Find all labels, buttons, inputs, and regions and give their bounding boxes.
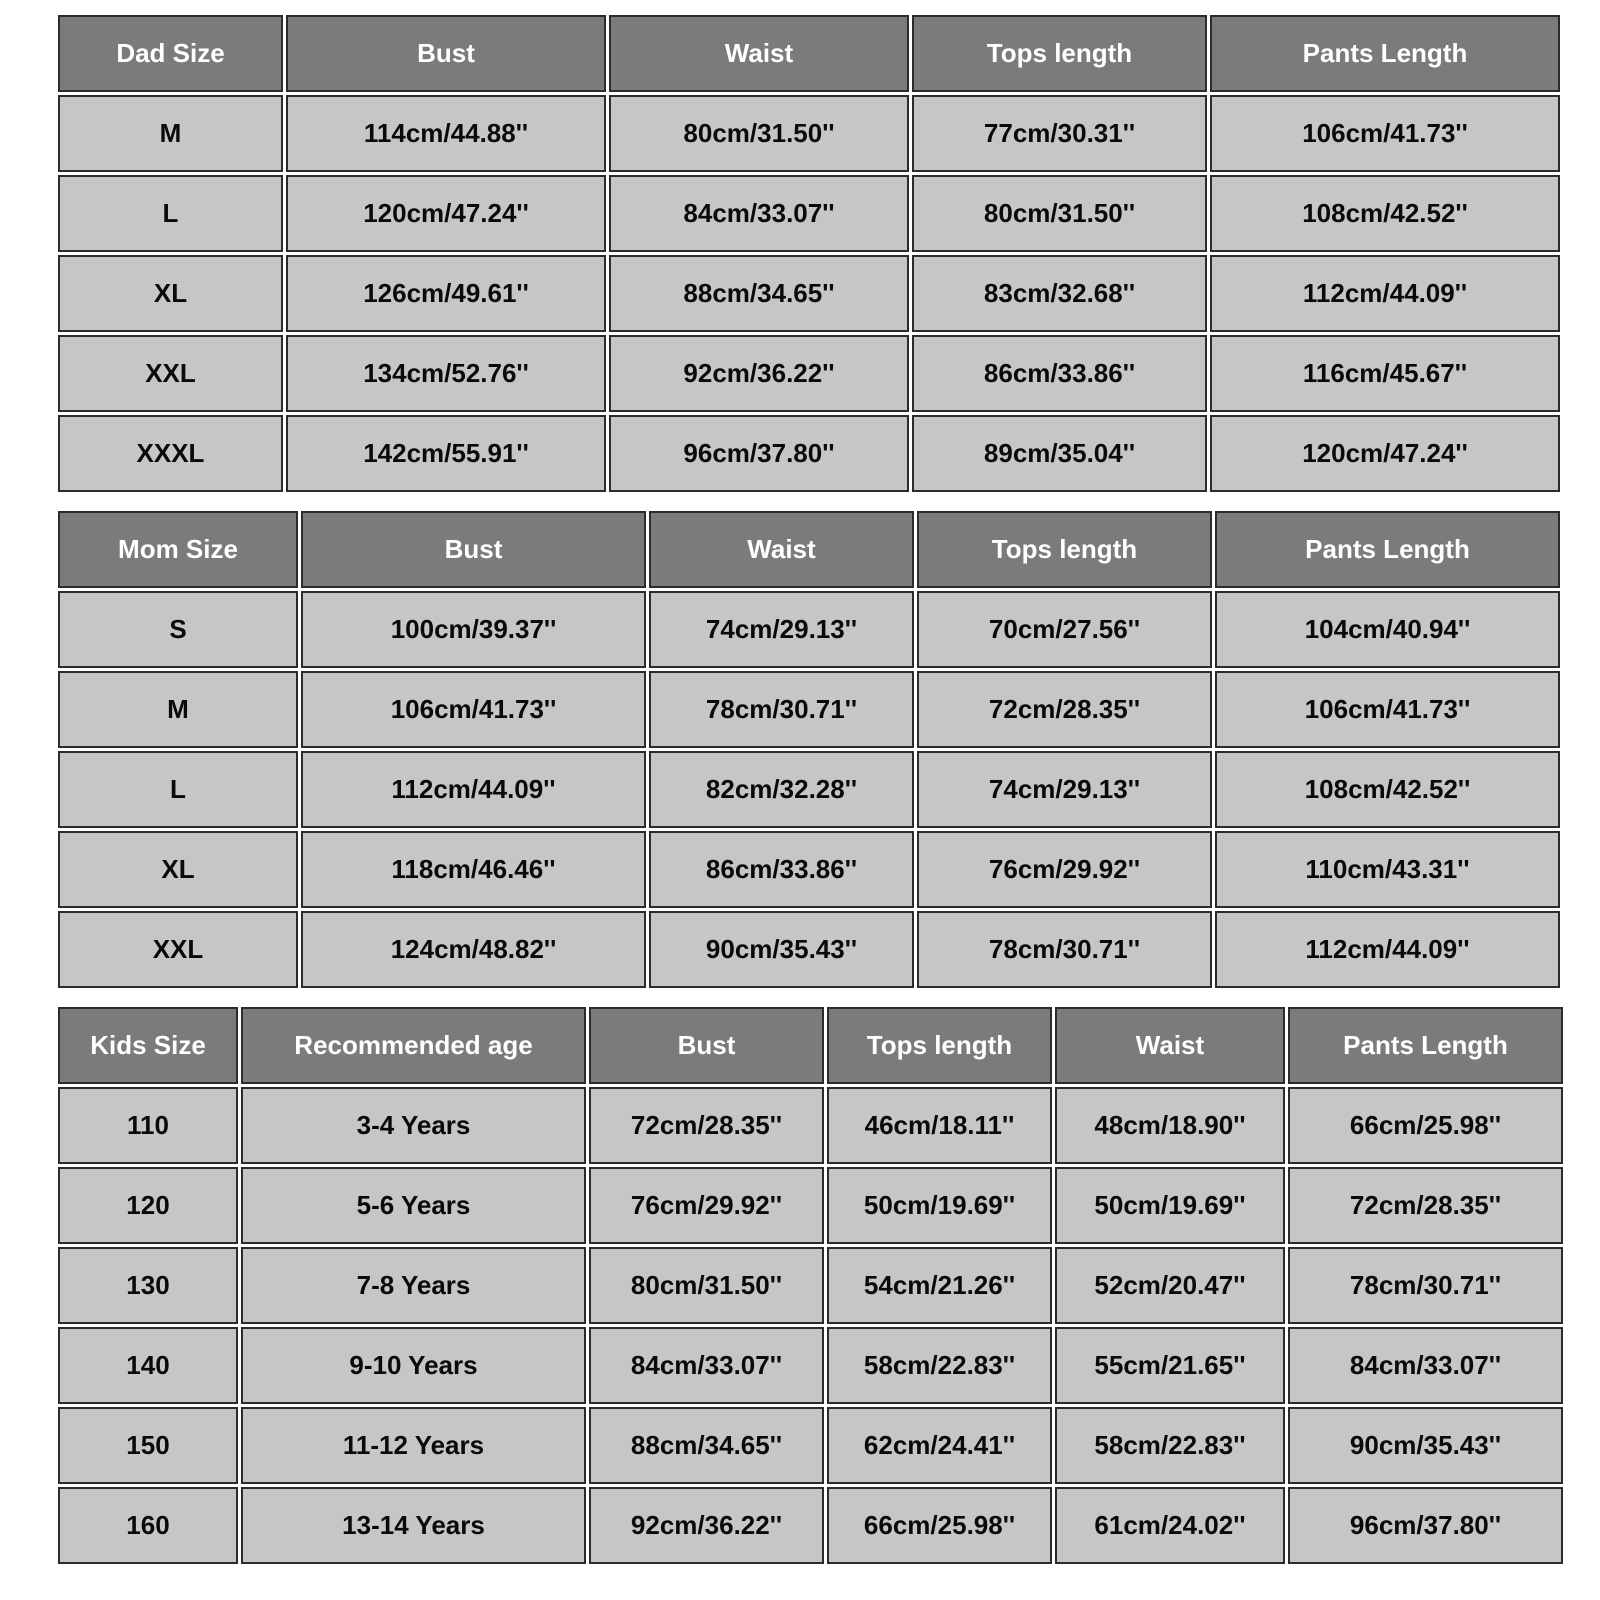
measurement-cell: 108cm/42.52'' (1215, 751, 1560, 828)
size-label-cell: 150 (58, 1407, 238, 1484)
size-label-cell: XXL (58, 911, 298, 988)
measurement-cell: 3-4 Years (241, 1087, 586, 1164)
measurement-cell: 5-6 Years (241, 1167, 586, 1244)
measurement-cell: 134cm/52.76'' (286, 335, 606, 412)
header-cell: Bust (301, 511, 646, 588)
measurement-cell: 86cm/33.86'' (912, 335, 1207, 412)
measurement-cell: 46cm/18.11'' (827, 1087, 1052, 1164)
measurement-cell: 70cm/27.56'' (917, 591, 1212, 668)
measurement-cell: 118cm/46.46'' (301, 831, 646, 908)
measurement-cell: 112cm/44.09'' (1215, 911, 1560, 988)
table-row (58, 1247, 1563, 1324)
measurement-cell: 88cm/34.65'' (609, 255, 909, 332)
header-row (58, 15, 1560, 92)
size-label-cell: 130 (58, 1247, 238, 1324)
table-row (58, 255, 1560, 332)
header-cell: Recommended age (241, 1007, 586, 1084)
size-label-cell: S (58, 591, 298, 668)
table-row (58, 831, 1560, 908)
measurement-cell: 50cm/19.69'' (1055, 1167, 1285, 1244)
table-row (58, 1167, 1563, 1244)
measurement-cell: 84cm/33.07'' (1288, 1327, 1563, 1404)
kids-size-table (55, 1004, 1566, 1567)
size-label-cell: L (58, 751, 298, 828)
table-row (58, 95, 1560, 172)
measurement-cell: 100cm/39.37'' (301, 591, 646, 668)
measurement-cell: 72cm/28.35'' (917, 671, 1212, 748)
size-label-cell: XL (58, 831, 298, 908)
header-row (58, 1007, 1563, 1084)
measurement-cell: 9-10 Years (241, 1327, 586, 1404)
header-cell: Pants Length (1288, 1007, 1563, 1084)
measurement-cell: 82cm/32.28'' (649, 751, 914, 828)
size-label-cell: M (58, 95, 283, 172)
table-row (58, 1327, 1563, 1404)
measurement-cell: 66cm/25.98'' (827, 1487, 1052, 1564)
measurement-cell: 84cm/33.07'' (589, 1327, 824, 1404)
table-row (58, 671, 1560, 748)
measurement-cell: 58cm/22.83'' (827, 1327, 1052, 1404)
measurement-cell: 11-12 Years (241, 1407, 586, 1484)
measurement-cell: 77cm/30.31'' (912, 95, 1207, 172)
header-cell: Dad Size (58, 15, 283, 92)
measurement-cell: 78cm/30.71'' (649, 671, 914, 748)
measurement-cell: 78cm/30.71'' (1288, 1247, 1563, 1324)
measurement-cell: 108cm/42.52'' (1210, 175, 1560, 252)
measurement-cell: 83cm/32.68'' (912, 255, 1207, 332)
size-label-cell: XL (58, 255, 283, 332)
header-cell: Tops length (912, 15, 1207, 92)
size-label-cell: 120 (58, 1167, 238, 1244)
measurement-cell: 104cm/40.94'' (1215, 591, 1560, 668)
measurement-cell: 62cm/24.41'' (827, 1407, 1052, 1484)
measurement-cell: 90cm/35.43'' (1288, 1407, 1563, 1484)
measurement-cell: 61cm/24.02'' (1055, 1487, 1285, 1564)
table-row (58, 1487, 1563, 1564)
measurement-cell: 120cm/47.24'' (1210, 415, 1560, 492)
table-row (58, 591, 1560, 668)
table-row (58, 1407, 1563, 1484)
measurement-cell: 112cm/44.09'' (1210, 255, 1560, 332)
header-row (58, 511, 1560, 588)
size-label-cell: XXL (58, 335, 283, 412)
measurement-cell: 52cm/20.47'' (1055, 1247, 1285, 1324)
table-row (58, 415, 1560, 492)
measurement-cell: 72cm/28.35'' (589, 1087, 824, 1164)
measurement-cell: 66cm/25.98'' (1288, 1087, 1563, 1164)
table-row (58, 911, 1560, 988)
measurement-cell: 116cm/45.67'' (1210, 335, 1560, 412)
measurement-cell: 112cm/44.09'' (301, 751, 646, 828)
measurement-cell: 114cm/44.88'' (286, 95, 606, 172)
header-cell: Waist (649, 511, 914, 588)
header-cell: Waist (1055, 1007, 1285, 1084)
header-cell: Tops length (917, 511, 1212, 588)
measurement-cell: 106cm/41.73'' (1215, 671, 1560, 748)
table-row (58, 175, 1560, 252)
measurement-cell: 80cm/31.50'' (912, 175, 1207, 252)
measurement-cell: 106cm/41.73'' (1210, 95, 1560, 172)
header-cell: Pants Length (1215, 511, 1560, 588)
measurement-cell: 7-8 Years (241, 1247, 586, 1324)
header-cell: Tops length (827, 1007, 1052, 1084)
measurement-cell: 55cm/21.65'' (1055, 1327, 1285, 1404)
measurement-cell: 96cm/37.80'' (1288, 1487, 1563, 1564)
measurement-cell: 124cm/48.82'' (301, 911, 646, 988)
measurement-cell: 86cm/33.86'' (649, 831, 914, 908)
size-label-cell: M (58, 671, 298, 748)
measurement-cell: 110cm/43.31'' (1215, 831, 1560, 908)
dad-size-table (55, 12, 1563, 495)
measurement-cell: 74cm/29.13'' (917, 751, 1212, 828)
size-label-cell: L (58, 175, 283, 252)
measurement-cell: 74cm/29.13'' (649, 591, 914, 668)
measurement-cell: 13-14 Years (241, 1487, 586, 1564)
header-cell: Waist (609, 15, 909, 92)
measurement-cell: 84cm/33.07'' (609, 175, 909, 252)
measurement-cell: 54cm/21.26'' (827, 1247, 1052, 1324)
measurement-cell: 76cm/29.92'' (917, 831, 1212, 908)
measurement-cell: 76cm/29.92'' (589, 1167, 824, 1244)
size-label-cell: XXXL (58, 415, 283, 492)
table-row (58, 751, 1560, 828)
table-row (58, 1087, 1563, 1164)
header-cell: Kids Size (58, 1007, 238, 1084)
measurement-cell: 89cm/35.04'' (912, 415, 1207, 492)
measurement-cell: 90cm/35.43'' (649, 911, 914, 988)
measurement-cell: 88cm/34.65'' (589, 1407, 824, 1484)
table-row (58, 335, 1560, 412)
measurement-cell: 48cm/18.90'' (1055, 1087, 1285, 1164)
measurement-cell: 50cm/19.69'' (827, 1167, 1052, 1244)
mom-size-table (55, 508, 1563, 991)
measurement-cell: 96cm/37.80'' (609, 415, 909, 492)
measurement-cell: 126cm/49.61'' (286, 255, 606, 332)
header-cell: Pants Length (1210, 15, 1560, 92)
measurement-cell: 58cm/22.83'' (1055, 1407, 1285, 1484)
measurement-cell: 92cm/36.22'' (609, 335, 909, 412)
header-cell: Bust (286, 15, 606, 92)
header-cell: Mom Size (58, 511, 298, 588)
size-label-cell: 160 (58, 1487, 238, 1564)
measurement-cell: 72cm/28.35'' (1288, 1167, 1563, 1244)
measurement-cell: 78cm/30.71'' (917, 911, 1212, 988)
size-label-cell: 140 (58, 1327, 238, 1404)
measurement-cell: 80cm/31.50'' (589, 1247, 824, 1324)
measurement-cell: 92cm/36.22'' (589, 1487, 824, 1564)
measurement-cell: 142cm/55.91'' (286, 415, 606, 492)
measurement-cell: 80cm/31.50'' (609, 95, 909, 172)
measurement-cell: 106cm/41.73'' (301, 671, 646, 748)
header-cell: Bust (589, 1007, 824, 1084)
size-label-cell: 110 (58, 1087, 238, 1164)
measurement-cell: 120cm/47.24'' (286, 175, 606, 252)
